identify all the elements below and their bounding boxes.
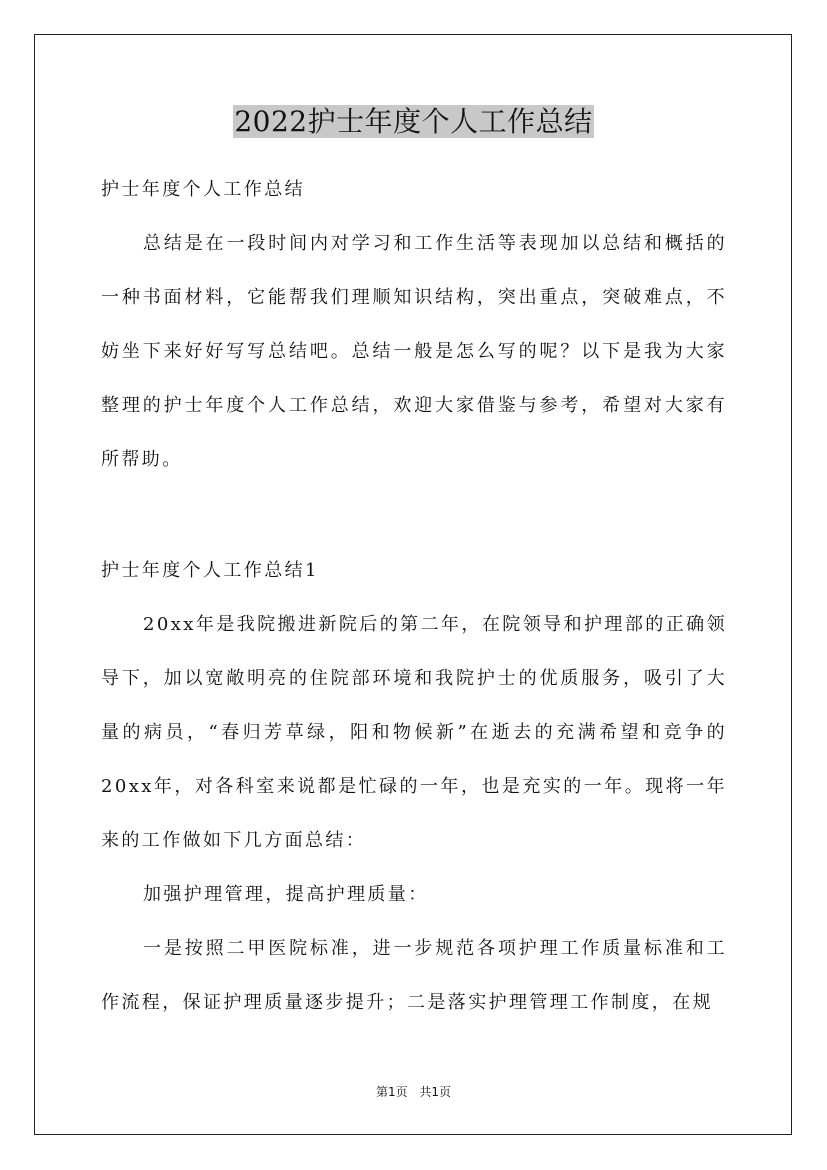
section1-body <box>101 598 727 1030</box>
body-paragraph: 一是按照二甲医院标准，进一步规范各项护理工作质量标准和工作流程，保证护理质量逐步提升；二是落实护理管理工作制度，在规 <box>101 938 727 1013</box>
page-total: 共1页 <box>419 1085 452 1099</box>
document-title: 2022护士年度个人工作总结 <box>234 105 593 138</box>
intro-paragraph: 总结是在一段时间内对学习和工作生活等表现加以总结和概括的一种书面材料，它能帮我们理顺知识结构，突出重点，突破难点，不妨坐下来好好写写总结吧。总结一般是怎么写的呢？以下是我为大家整理的护士年度个人工作总结，欢迎大家借鉴与参考，希望对大家有所帮助。 <box>101 233 727 470</box>
page-number: 第1页 <box>375 1085 408 1099</box>
body-paragraph: 加强护理管理，提高护理质量： <box>143 884 429 905</box>
subtitle: 护士年度个人工作总结 <box>101 179 305 200</box>
page-footer <box>0 1083 827 1100</box>
subtitle-block <box>101 163 727 217</box>
document-title-container <box>0 102 827 142</box>
section-heading: 护士年度个人工作总结1 <box>101 560 319 581</box>
section1-heading-block <box>101 544 727 598</box>
intro-block <box>101 217 727 487</box>
body-paragraph: 20xx年是我院搬进新院后的第二年，在院领导和护理部的正确领导下，加以宽敞明亮的住院部环境和我院护士的优质服务，吸引了大量的病员，“春归芳草绿，阳和物候新”在逝去的充满希望和竞争的20xx年，对各科室来说都是忙碌的一年，也是充实的一年。现将一年来的工作做如下几方面总结： <box>101 614 727 851</box>
